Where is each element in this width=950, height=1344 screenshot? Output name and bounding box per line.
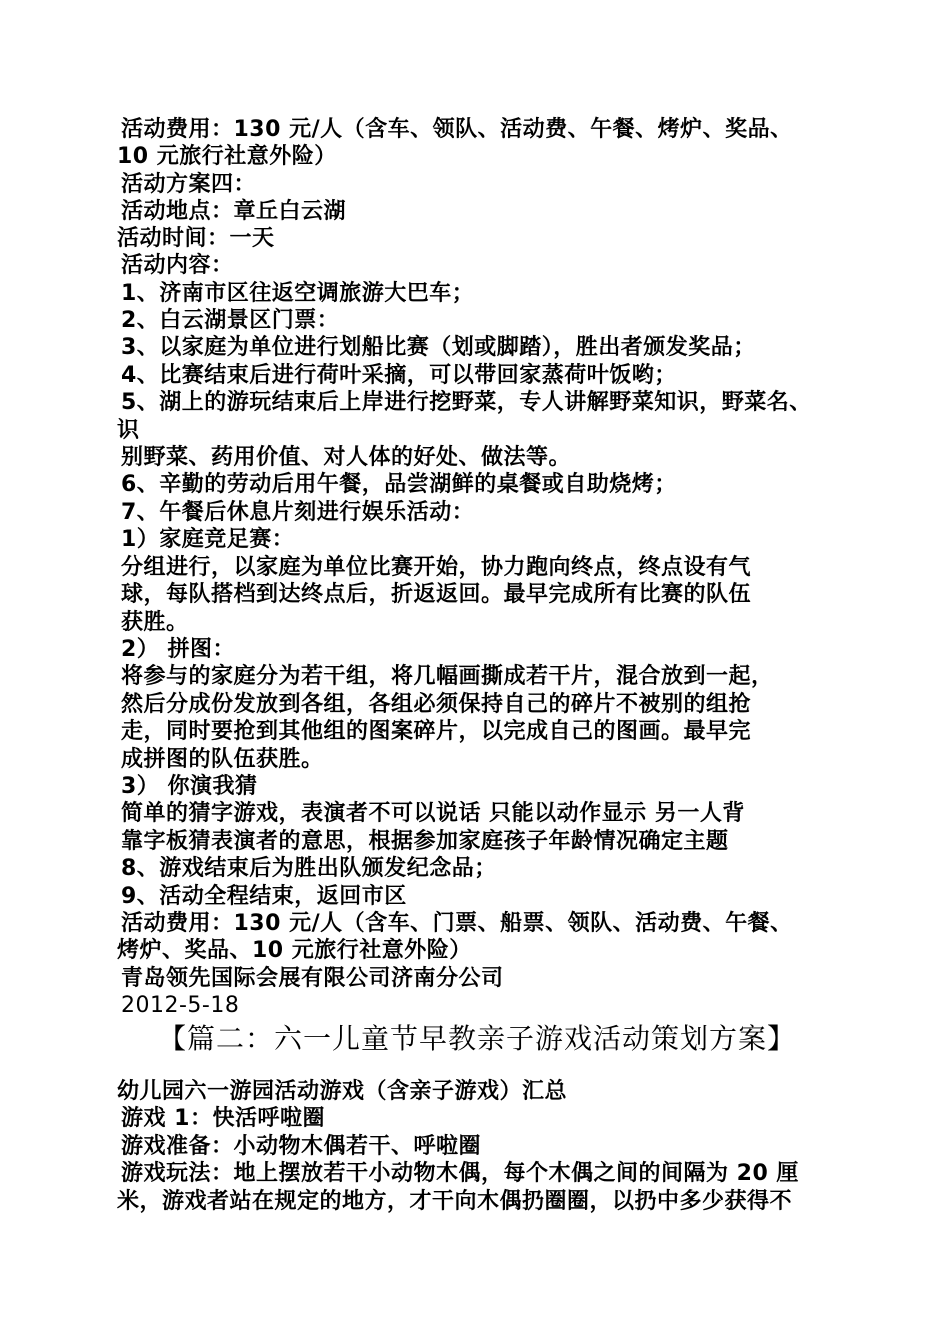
item-4: 4、比赛结束后进行荷叶采摘，可以带回家蒸荷叶饭哟； (121, 363, 677, 388)
location-line: 活动地点：章丘白云湖 (121, 199, 347, 224)
kindergarten-title: 幼儿园六一游园活动游戏（含亲子游戏）汇总 (117, 1079, 568, 1104)
plan-four-heading: 活动方案四： (121, 172, 257, 197)
game-preparation: 游戏准备：小动物木偶若干、呼啦圈 (121, 1134, 482, 1159)
item-5-continued: 别野菜、药用价值、对人体的好处、做法等。 (121, 445, 572, 470)
fee-line-3: 活动费用：130 元/人（含车、门票、船票、领队、活动费、午餐、 (121, 911, 793, 936)
game-3-title: 3） 你演我猜 (121, 774, 258, 799)
game-1-text-2: 球，每队搭档到达终点后，折返返回。最早完成所有比赛的队伍 (121, 582, 752, 607)
game-2-text-1: 将参与的家庭分为若干组，将几幅画撕成若干片，混合放到一起， (121, 664, 774, 689)
section-heading: 【篇二：六一儿童节早教亲子游戏活动策划方案】 (158, 1022, 797, 1055)
game-one-title: 游戏 1：快活呼啦圈 (121, 1106, 325, 1131)
game-1-text-3: 获胜。 (121, 610, 189, 635)
item-8: 8、游戏结束后为胜出队颁发纪念品； (121, 856, 497, 881)
item-3: 3、以家庭为单位进行划船比赛（划或脚踏），胜出者颁发奖品； (121, 335, 756, 360)
company-name: 青岛领先国际会展有限公司济南分公司 (121, 966, 504, 991)
game-3-text-2: 靠字板猜表演者的意思，根据参加家庭孩子年龄情况确定主题 (121, 829, 729, 854)
item-9: 9、活动全程结束，返回市区 (121, 884, 407, 909)
game-rules-2: 米，游戏者站在规定的地方，才干向木偶扔圈圈，以扔中多少获得不 (117, 1189, 793, 1214)
game-2-title: 2） 拼图： (121, 637, 235, 662)
item-6: 6、辛勤的劳动后用午餐，品尝湖鲜的桌餐或自助烧烤； (121, 472, 677, 497)
item-7: 7、午餐后休息片刻进行娱乐活动： (121, 500, 475, 525)
game-2-text-2: 然后分成份发放到各组，各组必须保持自己的碎片不被别的组抢 (121, 692, 752, 717)
content-heading: 活动内容： (121, 253, 234, 278)
game-1-title: 1）家庭竞足赛： (121, 527, 295, 552)
game-2-text-3: 走，同时要抢到其他组的图案碎片，以完成自己的图画。最早完 (121, 719, 752, 744)
fee-line-1: 活动费用：130 元/人（含车、领队、活动费、午餐、烤炉、奖品、 (121, 117, 793, 142)
time-line: 活动时间：一天 (117, 226, 275, 251)
item-1: 1、济南市区往返空调旅游大巴车； (121, 281, 475, 306)
document-date: 2012-5-18 (121, 993, 240, 1018)
item-5: 5、湖上的游玩结束后上岸进行挖野菜，专人讲解野菜知识，野菜名、 (121, 390, 812, 415)
game-rules-1: 游戏玩法：地上摆放若干小动物木偶，每个木偶之间的间隔为 20 厘 (121, 1161, 799, 1186)
game-3-text-1: 简单的猜字游戏，表演者不可以说话 只能以动作显示 另一人背 (121, 801, 745, 826)
item-5-wrap: 识 (117, 418, 140, 443)
fee-line-4: 烤炉、奖品、10 元旅行社意外险） (117, 938, 472, 963)
item-2: 2、白云湖景区门票： (121, 308, 340, 333)
fee-line-2: 10 元旅行社意外险） (117, 144, 337, 169)
game-2-text-4: 成拼图的队伍获胜。 (121, 747, 324, 772)
game-1-text-1: 分组进行，以家庭为单位比赛开始，协力跑向终点，终点设有气 (121, 555, 752, 580)
